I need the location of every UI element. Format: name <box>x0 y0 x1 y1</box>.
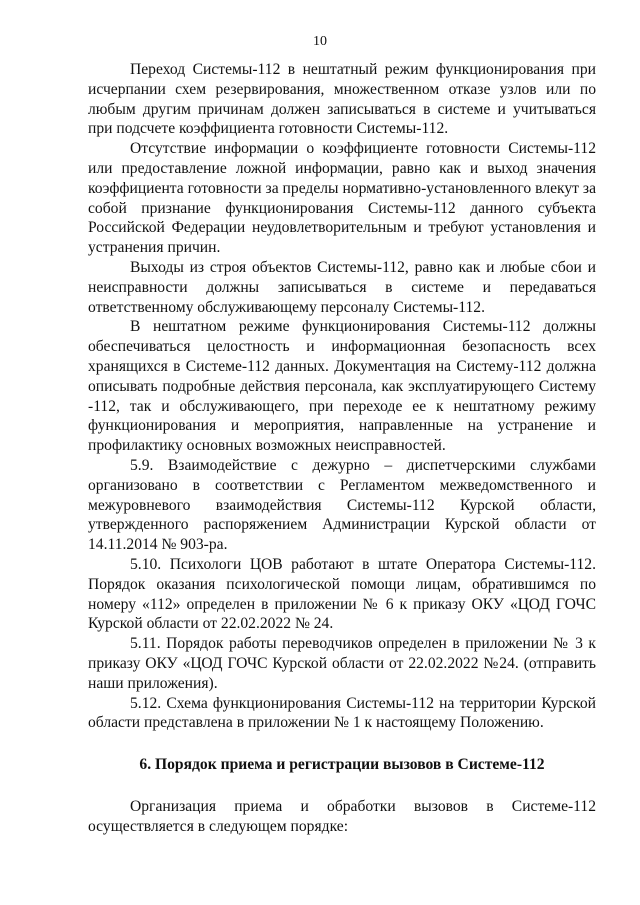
paragraph-5-10: 5.10. Психологи ЦОВ работают в штате Оператора Системы-112. Порядок оказания психологической помощи лицам, обратившимся по номеру «112» определен в приложении № 6 к приказу ОКУ «ЦОД ГОЧС Курской области от 22.02.2022 № 24. <box>88 555 596 633</box>
paragraph-5-11: 5.11. Порядок работы переводчиков определен в приложении № 3 к приказу ОКУ «ЦОД ГОЧС Курской области от 22.02.2022 №24. (отправить наши приложения). <box>88 635 596 692</box>
paragraph-call-handling-intro: Организация приема и обработки вызовов в Системе-112 осуществляется в следующем порядке: <box>88 797 596 835</box>
paragraph-readiness-info: Отсутствие информации о коэффициенте готовности Системы-112 или предоставление ложной информации, равно как и выход значения коэффициента готовности за пределы нормативно-установленного влекут за собой признание функционирования Системы-112 данного субъекта Российской Федерации неудовлетворительным и требуют установления и устранения причин. <box>88 140 596 257</box>
section-heading: 6. Порядок приема и регистрации вызовов в Системе-112 <box>139 756 545 774</box>
page-number: 10 <box>313 34 327 49</box>
paragraph-data-integrity: В нештатном режиме функционирования Системы-112 должны обеспечиваться целостность и информационная безопасность всех хранящихся в Системе-112 данных. Документация на Систему-112 должна описывать подробные действия персонала, как эксплуатирующего Систему -112, так и обслуживающего, при переходе ее к нештатному режиму функционирования и мероприятия, направленные на устранение и профилактику основных возможных неисправностей. <box>88 318 596 455</box>
document-body <box>88 60 596 836</box>
paragraph-emergency-mode-transition: Переход Системы-112 в нештатный режим функционирования при исчерпании схем резервирования, множественном отказе узлов или по любым другим причинам должен записываться в системе и учитываться при подсчете коэффициента готовности Системы-112. <box>88 61 596 138</box>
paragraph-5-9: 5.9. Взаимодействие с дежурно – диспетчерскими службами организовано в соответствии с Регламентом межведомственного и межуровневого взаимодействия Системы-112 Курской области, утвержденного распоряжением Администрации Курской области от 14.11.2014 № 903-ра. <box>88 456 596 554</box>
paragraph-5-12: 5.12. Схема функционирования Системы-112 на территории Курской области представлена в приложении № 1 к настоящему Положению. <box>88 694 596 732</box>
paragraph-failures-logging: Выходы из строя объектов Системы-112, равно как и любые сбои и неисправности должны записываться в системе и передаваться ответственному обслуживающему персоналу Системы-112. <box>88 258 596 316</box>
